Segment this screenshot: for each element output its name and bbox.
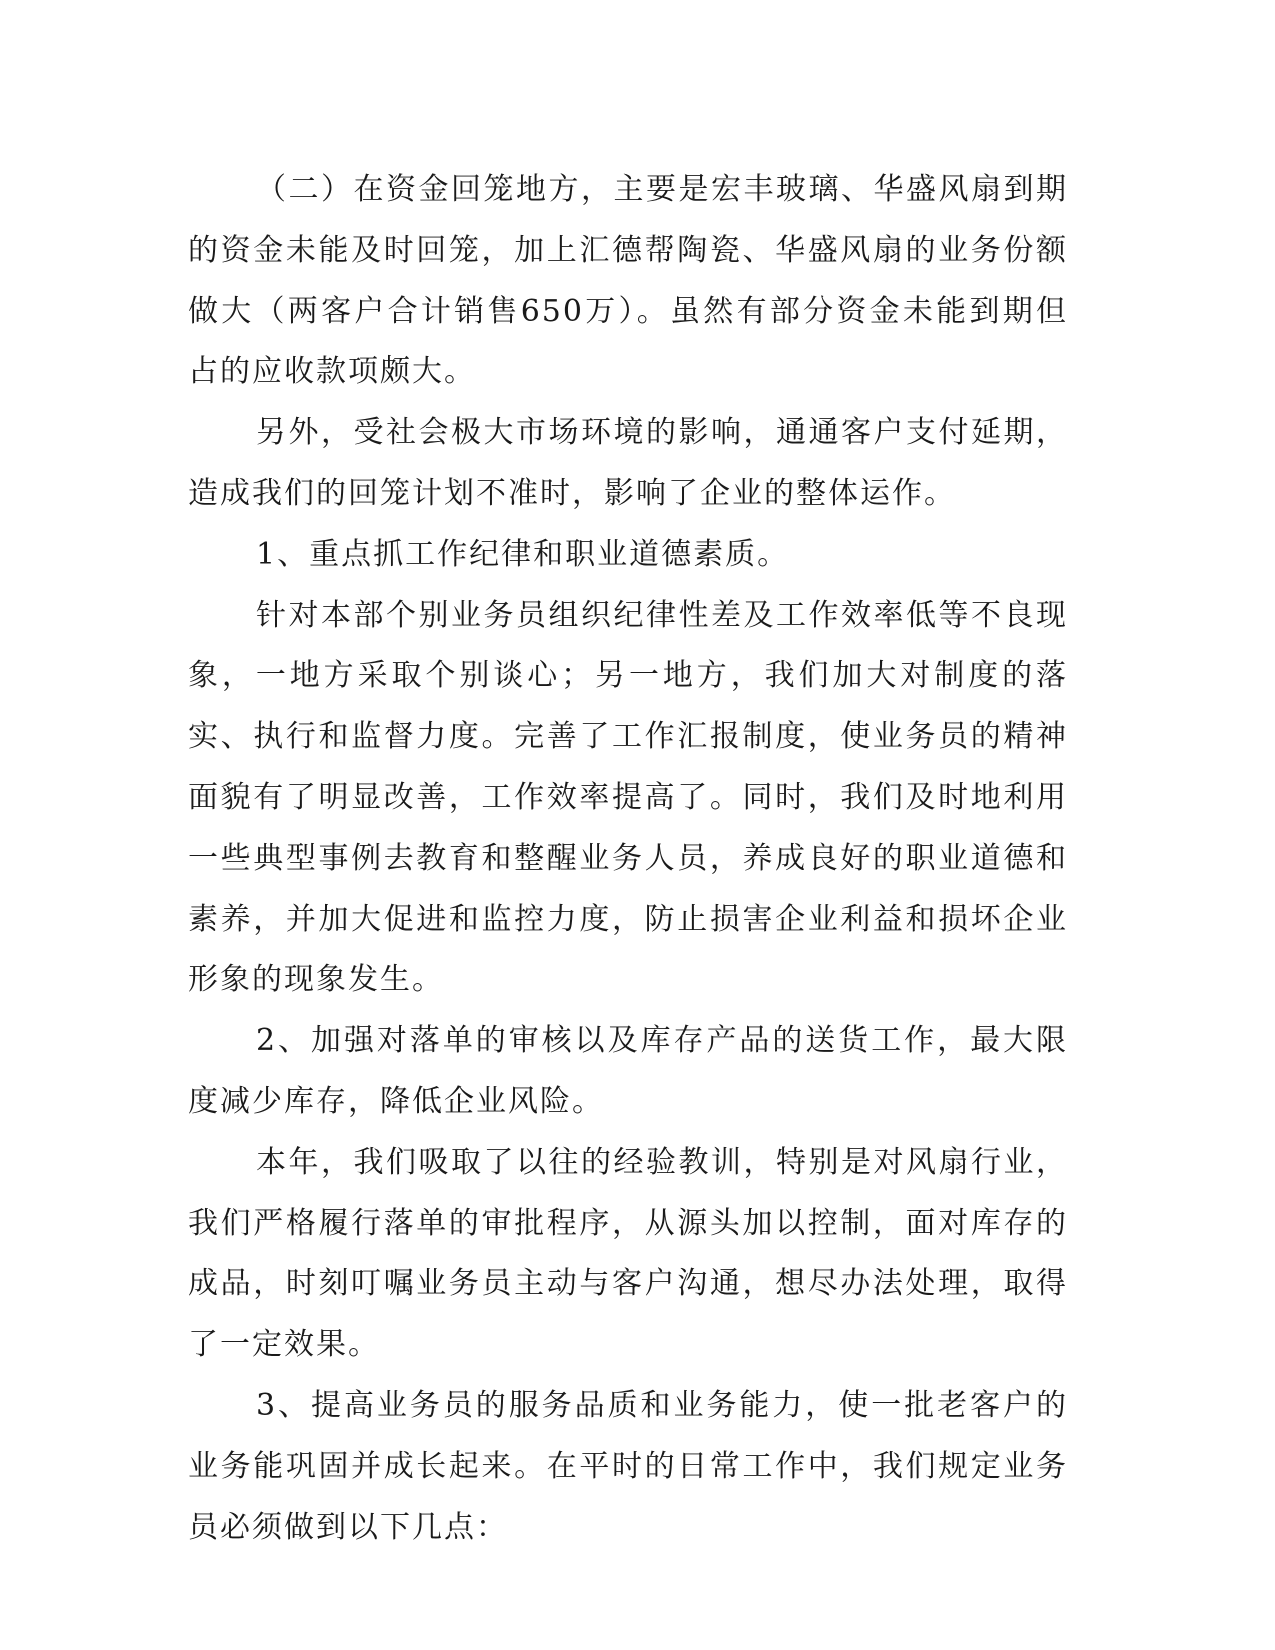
body-text bbox=[188, 160, 1068, 1558]
paragraph-point-1-body: 针对本部个别业务员组织纪律性差及工作效率低等不良现象，一地方采取个别谈心；另一地方，我们加大对制度的落实、执行和监督力度。完善了工作汇报制度，使业务员的精神面貌有了明显改善，工作效率提高了。同时，我们及时地利用一些典型事例去教育和整醒业务人员，养成良好的职业道德和素养，并加大促进和监控力度，防止损害企业利益和损坏企业形象的现象发生。 bbox=[188, 597, 1068, 998]
paragraph-market-impact: 另外，受社会极大市场环境的影响，通通客户支付延期，造成我们的回笼计划不准时，影响了企业的整体运作。 bbox=[188, 415, 1068, 511]
paragraph-fund-recovery: （二）在资金回笼地方，主要是宏丰玻璃、华盛风扇到期的资金未能及时回笼，加上汇德帮陶瓷、华盛风扇的业务份额做大（两客户合计销售650万）。虽然有部分资金未能到期但占的应收款项颇大。 bbox=[188, 172, 1068, 390]
paragraph-point-2-heading: 2、加强对落单的审核以及库存产品的送货工作，最大限度减少库存，降低企业风险。 bbox=[188, 1023, 1068, 1119]
paragraph-point-2-body: 本年，我们吸取了以往的经验教训，特别是对风扇行业，我们严格履行落单的审批程序，从源头加以控制，面对库存的成品，时刻叮嘱业务员主动与客户沟通，想尽办法处理，取得了一定效果。 bbox=[188, 1144, 1068, 1363]
paragraph-point-1-heading: 1、重点抓工作纪律和职业道德素质。 bbox=[256, 536, 790, 572]
paragraph-point-3: 3、提高业务员的服务品质和业务能力，使一批老客户的业务能巩固并成长起来。在平时的日常工作中，我们规定业务员必须做到以下几点： bbox=[188, 1387, 1068, 1545]
